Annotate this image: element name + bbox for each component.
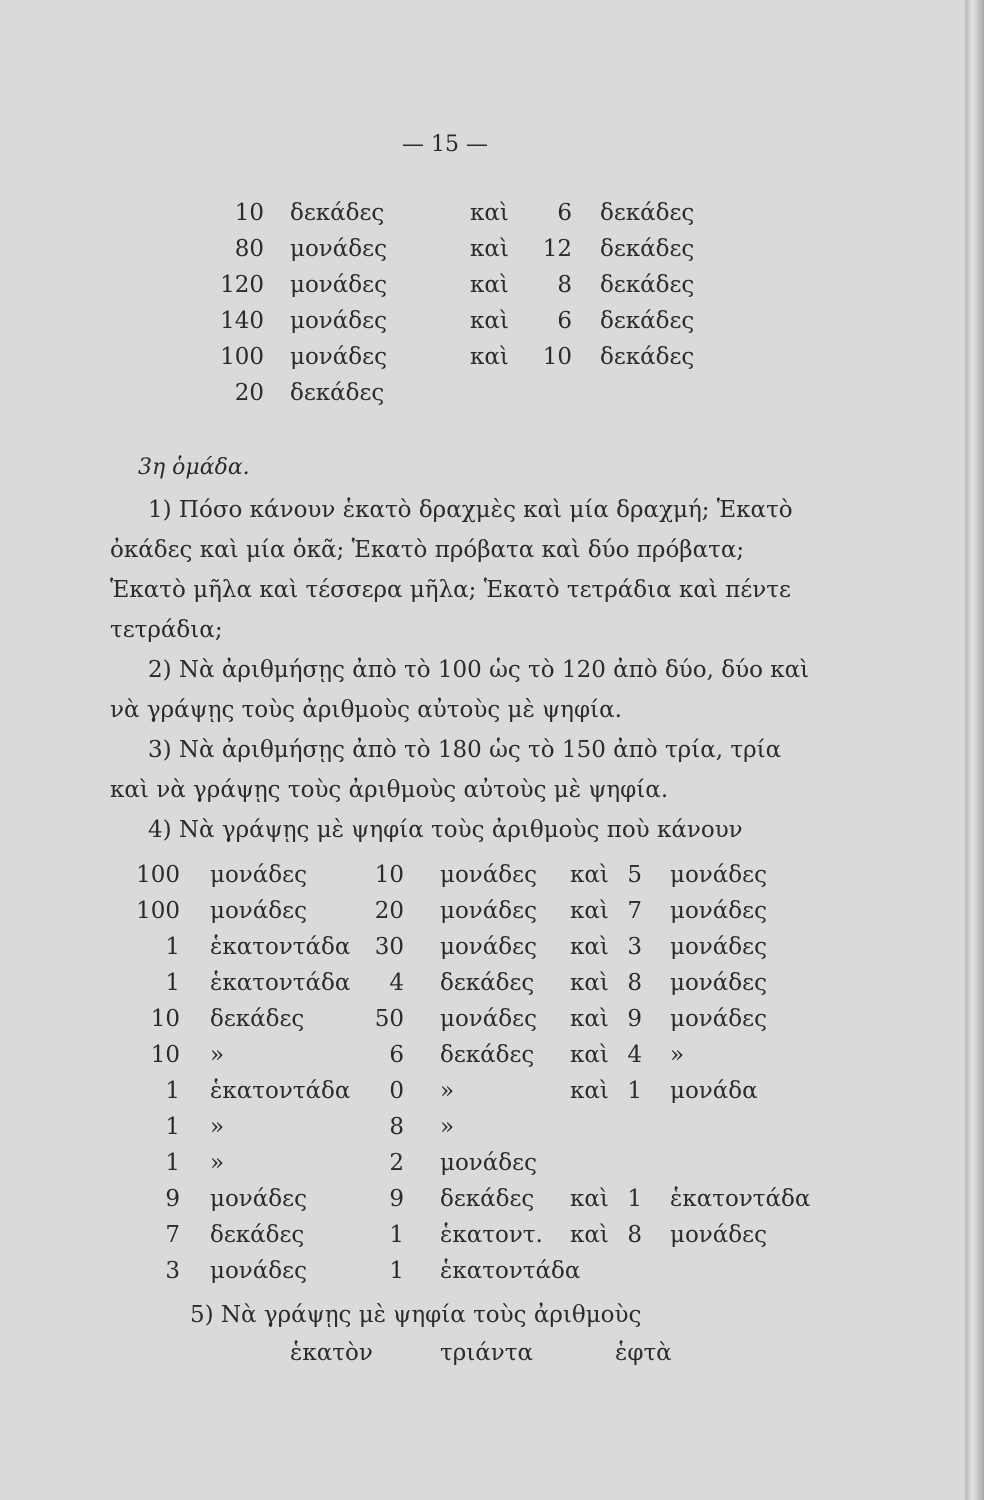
table-row [0,862,965,898]
number: 0 [389,1078,404,1104]
number: 1 [389,1258,404,1284]
exercise-4: 4) Νὰ γράψῃς μὲ ψηφία τοὺς ἀριθμοὺς ποὺ κάνουν [148,817,743,843]
table-row [0,934,965,970]
table-row [0,1258,965,1294]
number: 9 [165,1186,180,1212]
number: 10 [150,1006,180,1032]
unit: » [210,1042,225,1068]
number: 12 [542,236,572,262]
conjunction: καὶ [570,1222,609,1248]
unit: μονάδες [440,898,537,924]
conjunction: καὶ [570,1078,609,1104]
unit: δεκάδες [600,236,695,262]
table-row [0,898,965,934]
unit: δεκάδες [600,308,695,334]
number-word: ἑφτὰ [615,1340,672,1366]
number: 100 [136,862,180,888]
conjunction: καὶ [570,1186,609,1212]
unit: » [210,1114,225,1140]
number: 2 [389,1150,404,1176]
number: 3 [627,934,642,960]
number: 9 [389,1186,404,1212]
number: 10 [234,200,264,226]
unit: μονάδες [210,862,307,888]
number: 1 [165,934,180,960]
table-row [0,1186,965,1222]
unit: μονάδες [670,1222,767,1248]
number: 120 [220,272,264,298]
number: 4 [627,1042,642,1068]
unit: μονάδες [290,344,387,370]
number: 4 [389,970,404,996]
number: 7 [165,1222,180,1248]
unit: ἑκατοντάδα [210,1078,351,1104]
unit: » [440,1078,455,1104]
table-row [0,380,965,416]
unit: » [670,1042,685,1068]
unit: ἑκατοντάδα [670,1186,811,1212]
unit: » [210,1150,225,1176]
unit: δεκάδες [210,1222,305,1248]
unit: » [440,1114,455,1140]
conjunction: καὶ [570,934,609,960]
unit: μονάδες [670,898,767,924]
unit: μονάδες [210,898,307,924]
number: 6 [557,308,572,334]
number: 5 [627,862,642,888]
unit: μονάδες [440,934,537,960]
number: 6 [389,1042,404,1068]
conjunction: καὶ [470,272,509,298]
unit: μονάδες [210,1186,307,1212]
number: 50 [374,1006,404,1032]
table-row [0,1222,965,1258]
unit: ἑκατοντάδα [440,1258,581,1284]
unit: δεκάδες [600,344,695,370]
number: 8 [557,272,572,298]
unit: μονάδες [440,1006,537,1032]
number: 10 [542,344,572,370]
table-row [0,308,965,344]
conjunction: καὶ [470,236,509,262]
number: 20 [234,380,264,406]
number: 9 [627,1006,642,1032]
unit: μονάδες [290,272,387,298]
number: 3 [165,1258,180,1284]
exercise-1: 1) Πόσο κάνουν ἑκατὸ δραχμὲς καὶ μία δραχμή; Ἑκατὸ ὀκάδες καὶ μία ὀκᾶ; Ἑκατὸ πρόβατα καὶ δύο πρόβατα; Ἑκατὸ μῆλα καὶ τέσσερα μῆλα; Ἑκατὸ τετράδια καὶ πέντε τετράδια; [110,497,793,643]
conjunction: καὶ [570,970,609,996]
unit: δεκάδες [440,970,535,996]
unit: μονάδες [290,308,387,334]
exercise-5: 5) Νὰ γράψῃς μὲ ψηφία τοὺς ἀριθμοὺς [190,1302,642,1328]
group-heading: 3η ὁμάδα. [138,455,250,480]
conjunction: καὶ [470,308,509,334]
number: 1 [627,1078,642,1104]
number: 8 [627,1222,642,1248]
number: 7 [627,898,642,924]
unit: δεκάδες [210,1006,305,1032]
number: 140 [220,308,264,334]
table-row [0,1114,965,1150]
number-word: τριάντα [440,1340,534,1366]
conjunction: καὶ [470,344,509,370]
unit: δεκάδες [440,1042,535,1068]
table-row [0,200,965,236]
number: 100 [220,344,264,370]
number: 1 [165,1150,180,1176]
number: 1 [389,1222,404,1248]
exercise-2: 2) Νὰ ἀριθμήσῃς ἀπὸ τὸ 100 ὡς τὸ 120 ἀπὸ δύο, δύο καὶ νὰ γράψῃς τοὺς ἀριθμοὺς αὐτοὺς μὲ ψηφία. [110,657,810,723]
unit: ἑκατοντ. [440,1222,543,1248]
table-row [0,236,965,272]
number: 80 [234,236,264,262]
unit: μονάδες [670,1006,767,1032]
unit: μονάδες [440,1150,537,1176]
number: 10 [150,1042,180,1068]
exercise-3: 3) Νὰ ἀριθμήσῃς ἀπὸ τὸ 180 ὡς τὸ 150 ἀπὸ τρία, τρία καὶ νὰ γράψῃς τοὺς ἀριθμοὺς αὐτοὺς μὲ ψηφία. [110,737,782,803]
number: 6 [557,200,572,226]
number: 1 [627,1186,642,1212]
unit: δεκάδες [290,380,385,406]
number: 8 [389,1114,404,1140]
page-edge [965,0,984,1500]
number: 30 [374,934,404,960]
table-row [0,1078,965,1114]
unit: μονάδες [670,862,767,888]
number: 10 [374,862,404,888]
unit: ἑκατοντάδα [210,970,351,996]
number: 20 [374,898,404,924]
conjunction: καὶ [570,1006,609,1032]
number: 8 [627,970,642,996]
table-row [0,1150,965,1186]
conjunction: καὶ [470,200,509,226]
table-row [0,272,965,308]
number: 1 [165,1078,180,1104]
conjunction: καὶ [570,898,609,924]
table-row [0,1006,965,1042]
number: 1 [165,970,180,996]
table-row [0,344,965,380]
unit: μονάδες [670,934,767,960]
number: 100 [136,898,180,924]
conjunction: καὶ [570,1042,609,1068]
table-row [0,970,965,1006]
unit: μονάδες [440,862,537,888]
page-number: — 15 — [402,132,488,157]
unit: δεκάδες [440,1186,535,1212]
unit: μονάδες [290,236,387,262]
unit: μονάδες [210,1258,307,1284]
unit: δεκάδες [290,200,385,226]
table-row [0,1042,965,1078]
unit: μονάδες [670,970,767,996]
unit: μονάδα [670,1078,758,1104]
number: 1 [165,1114,180,1140]
conjunction: καὶ [570,862,609,888]
unit: δεκάδες [600,200,695,226]
unit: ἑκατοντάδα [210,934,351,960]
exercise-block [110,490,820,850]
unit: δεκάδες [600,272,695,298]
number-word: ἑκατὸν [290,1340,373,1366]
